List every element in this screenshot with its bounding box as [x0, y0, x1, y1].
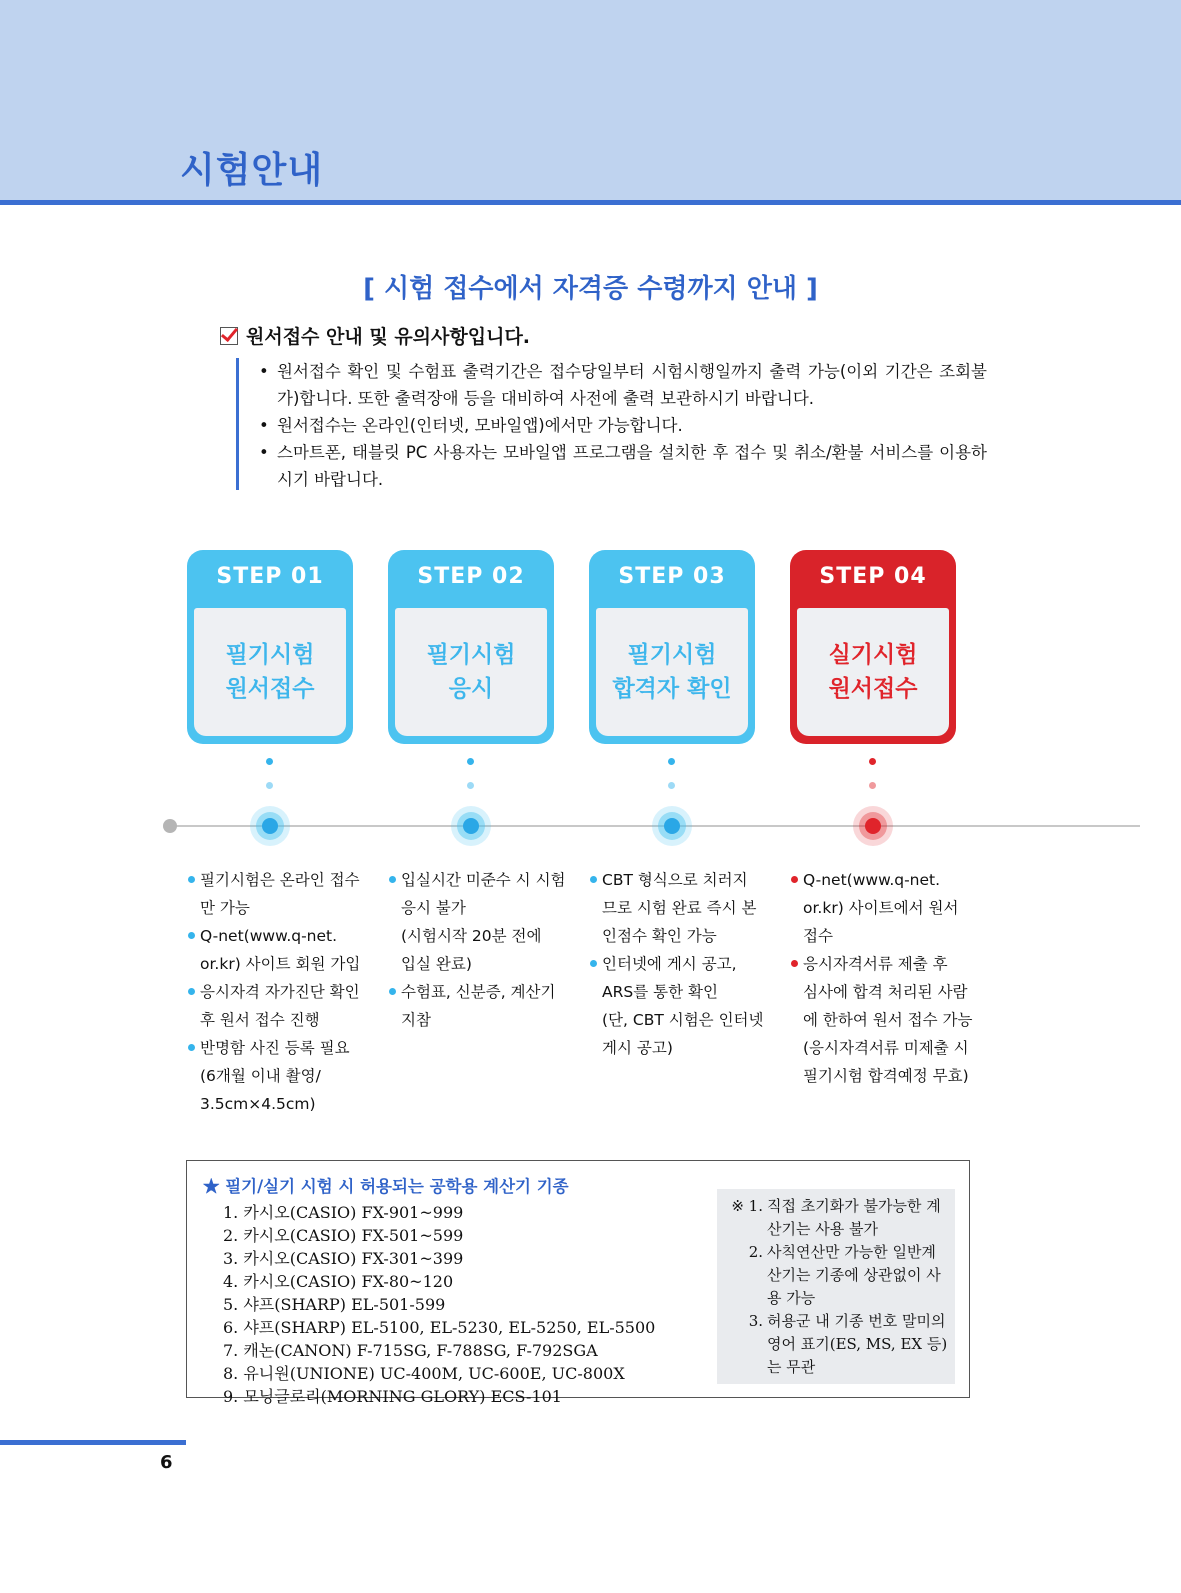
detail-item: Q-net(www.q-net. or.kr) 사이트에서 원서 접수	[791, 866, 961, 950]
connector-dot	[266, 782, 273, 789]
step-label: STEP 01	[216, 564, 324, 589]
calculator-item: 2. 카시오(CASIO) FX-501~599	[223, 1226, 464, 1245]
calculator-list	[223, 1201, 655, 1408]
calculator-item: 3. 카시오(CASIO) FX-301~399	[223, 1249, 464, 1268]
footer-bar	[0, 1440, 186, 1445]
page-number: 6	[160, 1452, 173, 1473]
page-title: 시험안내	[180, 150, 324, 191]
step-label: STEP 02	[417, 564, 525, 589]
step-text: 실기시험 원서접수	[828, 642, 918, 702]
step-card-02	[388, 550, 554, 744]
notice-item: • 스마트폰, 태블릿 PC 사용자는 모바일앱 프로그램을 설치한 후 접수 및 취소/환불 서비스를 이용하시기 바랍니다.	[257, 439, 987, 493]
step-label: STEP 04	[819, 564, 927, 589]
connector-dot	[869, 758, 876, 765]
section-heading: [ 시험 접수에서 자격증 수령까지 안내 ]	[363, 274, 818, 304]
calculator-item: 6. 샤프(SHARP) EL-5100, EL-5230, EL-5250, EL-5500	[223, 1318, 656, 1337]
note-item: 2. 사칙연산만 가능한 일반계산기는 기종에 상관없이 사용 가능	[748, 1243, 941, 1307]
note-item: 3. 허용군 내 기종 번호 말미의 영어 표기(ES, MS, EX 등)는 무관	[748, 1312, 948, 1376]
detail-item: Q-net(www.q-net. or.kr) 사이트 회원 가입	[188, 922, 358, 978]
timeline-node-01	[250, 806, 290, 846]
note-item: ※ 1. 직접 초기화가 불가능한 계산기는 사용 불가	[731, 1197, 941, 1238]
notice-item: • 원서접수는 온라인(인터넷, 모바일앱)에서만 가능합니다.	[257, 412, 987, 439]
timeline-node-03	[652, 806, 692, 846]
connector-dot	[668, 758, 675, 765]
notice-item: • 원서접수 확인 및 수험표 출력기간은 접수당일부터 시험시행일까지 출력 가능(이외 기간은 조회불가)합니다. 또한 출력장애 등을 대비하여 사전에 출력 보관하시기 바랍니다.	[257, 358, 987, 412]
timeline-start-dot	[163, 819, 177, 833]
step-card-01	[187, 550, 353, 744]
step-text: 필기시험 응시	[426, 642, 516, 702]
detail-item: 인터넷에 게시 공고, ARS를 통한 확인 (단, CBT 시험은 인터넷 게시 공고)	[590, 950, 760, 1062]
calculator-item: 5. 샤프(SHARP) EL-501-599	[223, 1295, 446, 1314]
calculator-title: ★ 필기/실기 시험 시 허용되는 공학용 계산기 기종	[203, 1177, 569, 1196]
calculator-item: 9. 모닝글로리(MORNING GLORY) ECS-101	[223, 1387, 562, 1406]
step-details-02	[389, 866, 566, 1034]
detail-item: 수험표, 신분증, 계산기 지참	[389, 978, 559, 1034]
calculator-item: 7. 캐논(CANON) F-715SG, F-788SG, F-792SGA	[223, 1341, 598, 1360]
connector-dot	[869, 782, 876, 789]
detail-item: 반명함 사진 등록 필요 (6개월 이내 촬영/ 3.5cm×4.5cm)	[188, 1034, 358, 1118]
notice-heading	[220, 322, 530, 349]
connector-dot	[467, 758, 474, 765]
step-details-01	[188, 866, 361, 1118]
calculator-item: 8. 유니원(UNIONE) UC-400M, UC-600E, UC-800X	[223, 1364, 625, 1383]
step-details-04	[791, 866, 973, 1090]
step-card-03	[589, 550, 755, 744]
detail-item: 응시자격 자가진단 확인 후 원서 접수 진행	[188, 978, 358, 1034]
step-text: 필기시험 원서접수	[225, 642, 315, 702]
header-band	[0, 0, 1181, 200]
detail-item: 필기시험은 온라인 접수 만 가능	[188, 866, 358, 922]
checkbox-check-icon	[220, 327, 238, 345]
step-label: STEP 03	[618, 564, 726, 589]
detail-item: 입실시간 미준수 시 시험 응시 불가 (시험시작 20분 전에 입실 완료)	[389, 866, 559, 978]
step-card-04	[790, 550, 956, 744]
calculator-item: 1. 카시오(CASIO) FX-901~999	[223, 1203, 464, 1222]
detail-item: 응시자격서류 제출 후 심사에 합격 처리된 사람 에 한하여 원서 접수 가능 (응시자격서류 미제출 시 필기시험 합격예정 무효)	[791, 950, 961, 1090]
calculator-box	[186, 1160, 970, 1406]
step-text: 필기시험 합격자 확인	[612, 642, 732, 702]
calculator-item: 4. 카시오(CASIO) FX-80~120	[223, 1272, 454, 1291]
notice-title: 원서접수 안내 및 유의사항입니다.	[246, 326, 531, 348]
calculator-note	[717, 1189, 955, 1384]
header-rule	[0, 200, 1181, 205]
connector-dot	[266, 758, 273, 765]
timeline-node-02	[451, 806, 491, 846]
step-details-03	[590, 866, 764, 1062]
connector-dot	[668, 782, 675, 789]
timeline-node-04	[853, 806, 893, 846]
notice-box	[236, 358, 987, 490]
connector-dot	[467, 782, 474, 789]
detail-item: CBT 형식으로 치러지 므로 시험 완료 즉시 본 인점수 확인 가능	[590, 866, 760, 950]
